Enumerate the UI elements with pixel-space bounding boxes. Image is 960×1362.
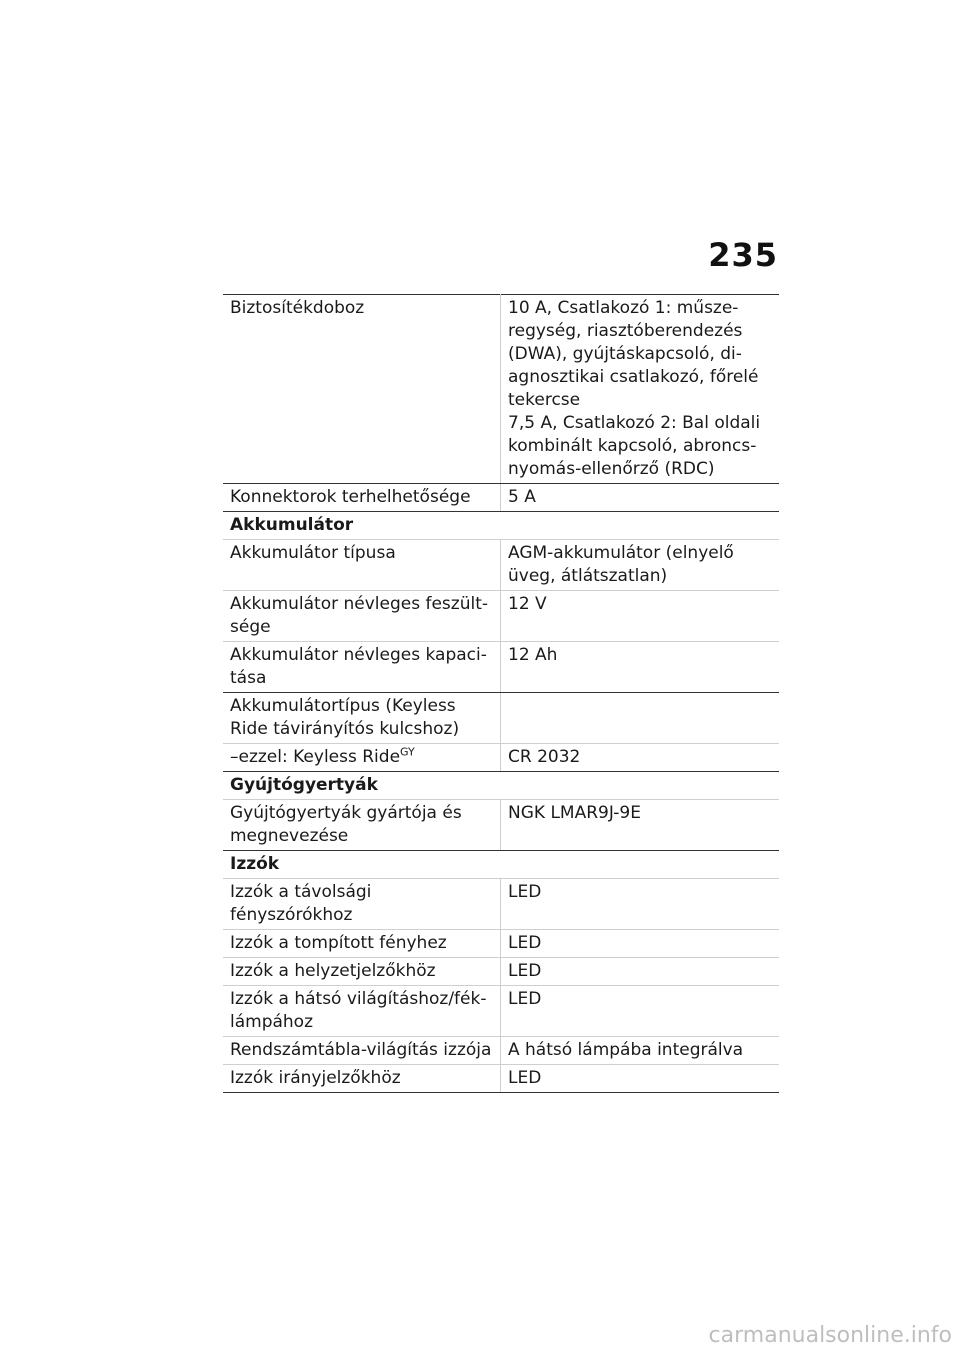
table-row: [223, 744, 779, 772]
table-row: [223, 540, 779, 591]
watermark: carmanualsonline.info: [708, 1323, 952, 1348]
row-value: LED: [501, 930, 780, 958]
row-value: 5 A: [501, 484, 780, 512]
row-value: A hátsó lámpába integrálva: [501, 1037, 780, 1065]
row-value: LED: [501, 958, 780, 986]
row-value: NGK LMAR9J-9E: [501, 800, 780, 851]
row-label: Biztosítékdoboz: [223, 295, 501, 484]
section-header-battery: [223, 512, 779, 540]
table-row: [223, 693, 779, 744]
row-value: CR 2032: [501, 744, 780, 772]
row-label: Izzók irányjelzőkhöz: [223, 1065, 501, 1093]
table-row: [223, 930, 779, 958]
row-value: AGM-akkumulátor (elnyelő üveg, átlátszatlan): [501, 540, 780, 591]
table-row: [223, 879, 779, 930]
section-header-spark-plugs: [223, 772, 779, 800]
row-value: LED: [501, 986, 780, 1037]
row-label: Izzók a hátsó világításhoz/fék- lámpához: [223, 986, 501, 1037]
table-row: [223, 642, 779, 693]
section-title: Izzók: [223, 851, 779, 879]
table-row: [223, 591, 779, 642]
row-label: Akkumulátor névleges feszült- sége: [223, 591, 501, 642]
row-label: Rendszámtábla-világítás izzója: [223, 1037, 501, 1065]
row-label: Gyújtógyertyák gyártója és megnevezése: [223, 800, 501, 851]
table-row: [223, 986, 779, 1037]
row-value: 10 A, Csatlakozó 1: műsze- regység, riasztóberendezés (DWA), gyújtáskapcsoló, di- agnosztikai csatlakozó, főrelé tekercse 7,5 A, Csatlakozó 2: Bal oldali kombinált kapcsoló, abroncs- nyomás-ellenőrző (RDC): [501, 295, 780, 484]
section-title: Akkumulátor: [223, 512, 779, 540]
superscript-marker: GY: [400, 745, 415, 759]
row-value: 12 Ah: [501, 642, 780, 693]
section-header-bulbs: [223, 851, 779, 879]
row-value: LED: [501, 879, 780, 930]
table-row: [223, 1037, 779, 1065]
row-label: Izzók a távolsági fényszórókhoz: [223, 879, 501, 930]
row-value: [501, 693, 780, 744]
row-label: –ezzel: Keyless Ride$^{GY}$: [223, 744, 501, 772]
row-label: Izzók a helyzetjelzőkhöz: [223, 958, 501, 986]
table-row: [223, 484, 779, 512]
page-number: 235: [708, 236, 778, 274]
row-label: Akkumulátortípus (Keyless Ride távirányítós kulcshoz): [223, 693, 501, 744]
table-row: [223, 1065, 779, 1093]
table-row: [223, 800, 779, 851]
spec-table: [223, 294, 779, 1093]
table-row: [223, 295, 779, 484]
row-label: Konnektorok terhelhetősége: [223, 484, 501, 512]
row-value: LED: [501, 1065, 780, 1093]
row-label: Izzók a tompított fényhez: [223, 930, 501, 958]
section-title: Gyújtógyertyák: [223, 772, 779, 800]
row-label: Akkumulátor névleges kapaci- tása: [223, 642, 501, 693]
row-value: 12 V: [501, 591, 780, 642]
table-row: [223, 958, 779, 986]
row-label: Akkumulátor típusa: [223, 540, 501, 591]
